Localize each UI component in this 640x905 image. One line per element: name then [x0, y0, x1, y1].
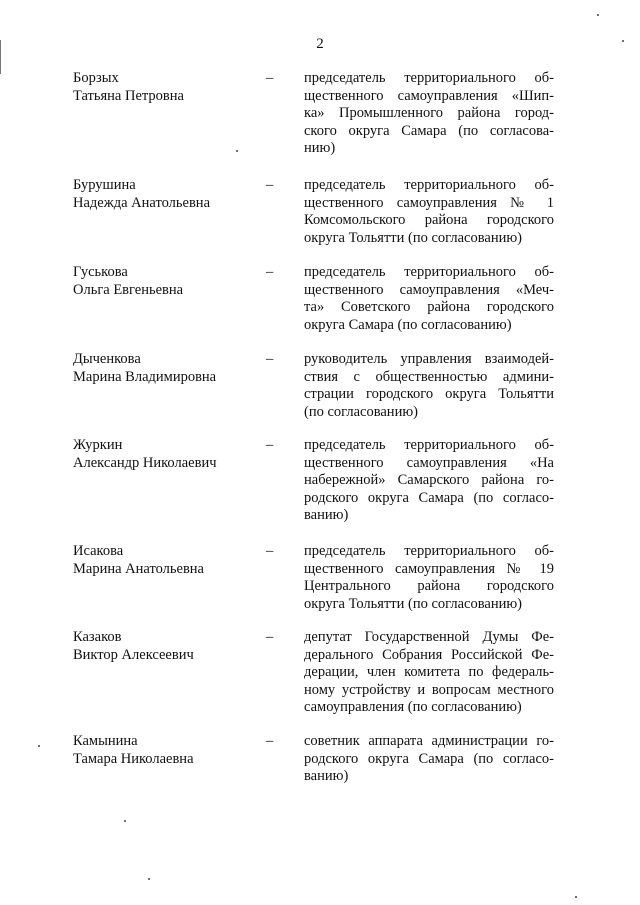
member-given-names: Ольга Евгеньевна	[73, 281, 184, 298]
scan-speck	[236, 150, 238, 152]
member-given-names: Марина Владимировна	[73, 368, 217, 385]
position-line: округа Самара (по согласованию)	[304, 316, 512, 333]
position-line: нию)	[304, 140, 336, 156]
member-given-names: Надежда Анатольевна	[73, 194, 210, 211]
position-line: председатель территориального об-	[304, 177, 554, 193]
position-line: щественного самоуправления «Меч-	[304, 281, 554, 298]
member-surname: Исакова	[73, 543, 124, 559]
position-line: щественного самоуправления «На	[304, 454, 554, 471]
member-position	[304, 177, 554, 247]
scan-speck	[597, 14, 599, 16]
member-surname: Журкин	[73, 437, 123, 453]
member-surname: Бурушина	[73, 177, 136, 193]
separator-dash: –	[266, 543, 274, 559]
member-given-names: Марина Анатольевна	[73, 560, 204, 577]
position-line: самоуправления (по согласованию)	[304, 699, 522, 715]
member-position	[304, 264, 554, 334]
member-name	[73, 629, 263, 664]
separator-dash: –	[266, 629, 274, 645]
member-surname: Борзых	[73, 70, 119, 86]
member-name	[73, 177, 263, 212]
member-given-names: Александр Николаевич	[73, 454, 217, 471]
position-line: Комсомольского района городского	[304, 212, 554, 228]
member-position	[304, 543, 554, 613]
position-line: (по согласованию)	[304, 403, 418, 420]
separator-dash: –	[266, 177, 274, 193]
member-name	[73, 437, 263, 472]
member-surname: Гуськова	[73, 264, 128, 280]
position-line: дерального Собрания Российской Фе-	[304, 646, 554, 663]
page-number: 2	[316, 36, 324, 52]
member-surname: Казаков	[73, 629, 122, 645]
position-line: советник аппарата администрации го-	[304, 733, 554, 749]
position-line: ному устройству и вопросам местного	[304, 681, 554, 698]
position-line: депутат Государственной Думы Фе-	[304, 629, 554, 645]
member-name	[73, 70, 263, 105]
scan-speck	[38, 745, 40, 747]
member-position	[304, 733, 554, 786]
position-line: председатель территориального об-	[304, 70, 554, 86]
member-position	[304, 70, 554, 158]
position-line: щественного самоуправления № 1	[304, 194, 554, 211]
position-line: ванию)	[304, 768, 349, 784]
member-surname: Дыченкова	[73, 351, 141, 367]
separator-dash: –	[266, 264, 274, 280]
member-given-names: Татьяна Петровна	[73, 87, 184, 104]
position-line: ванию)	[304, 507, 349, 523]
member-position	[304, 437, 554, 525]
scan-speck	[575, 896, 577, 898]
member-position	[304, 351, 554, 421]
separator-dash: –	[266, 437, 274, 453]
scan-speck	[124, 820, 126, 822]
position-line: ка» Промышленного района город-	[304, 105, 554, 121]
position-line: та» Советского района городского	[304, 299, 554, 315]
position-line: ствия с общественностью админи-	[304, 368, 554, 385]
position-line: Центрального района городского	[304, 578, 554, 594]
position-line: дерации, член комитета по федераль-	[304, 664, 554, 680]
position-line: руководитель управления взаимодей-	[304, 351, 554, 367]
position-line: председатель территориального об-	[304, 437, 554, 453]
separator-dash: –	[266, 70, 274, 86]
separator-dash: –	[266, 733, 274, 749]
scan-speck	[148, 878, 150, 880]
position-line: округа Тольятти (по согласованию)	[304, 229, 523, 246]
separator-dash: –	[266, 351, 274, 367]
position-line: страции городского округа Тольятти	[304, 386, 554, 402]
position-line: родского округа Самара (по согласо-	[304, 750, 554, 767]
position-line: председатель территориального об-	[304, 543, 554, 559]
member-surname: Камынина	[73, 733, 138, 749]
position-line: щественного самоуправления «Шип-	[304, 87, 554, 104]
member-name	[73, 351, 263, 386]
member-given-names: Тамара Николаевна	[73, 750, 194, 767]
member-name	[73, 264, 263, 299]
position-line: председатель территориального об-	[304, 264, 554, 280]
member-name	[73, 543, 263, 578]
member-position	[304, 629, 554, 717]
member-given-names: Виктор Алексеевич	[73, 646, 194, 663]
position-line: родского округа Самара (по согласо-	[304, 489, 554, 506]
position-line: ского округа Самара (по согласова-	[304, 122, 554, 139]
position-line: округа Тольятти (по согласованию)	[304, 595, 523, 612]
position-line: набережной» Самарского района го-	[304, 472, 554, 488]
member-name	[73, 733, 263, 768]
position-line: щественного самоуправления № 19	[304, 560, 554, 577]
